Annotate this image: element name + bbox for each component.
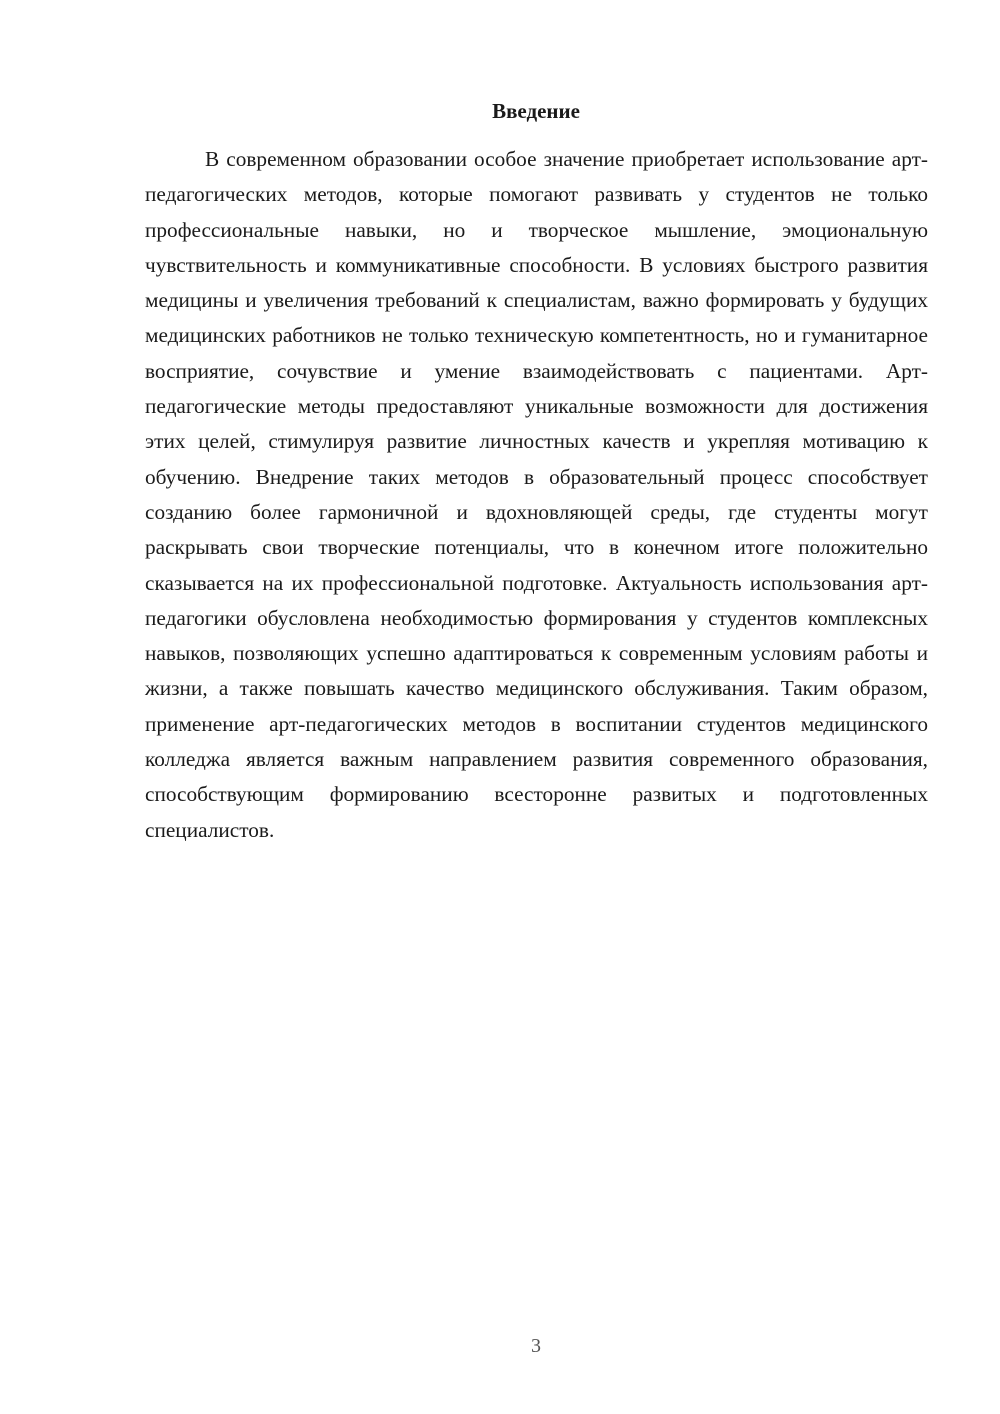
- section-heading: Введение: [492, 99, 580, 123]
- page-number: 3: [531, 1335, 541, 1357]
- body-paragraph: В современном образовании особое значение приобретает использование арт-педагогических методов, которые помогают развивать у студентов не только профессиональные навыки, но и творческое мышление, эмоциональную чувствительность и коммуникативные способности. В условиях быстрого развития медицины и увеличения требований к специалистам, важно формировать у будущих медицинских работников не только техническую компетентность, но и гуманитарное восприятие, сочувствие и умение взаимодействовать с пациентами. Арт-педагогические методы предоставляют уникальные возможности для достижения этих целей, стимулируя развитие личностных качеств и укрепляя мотивацию к обучению. Внедрение таких методов в образовательный процесс способствует созданию более гармоничной и вдохновляющей среды, где студенты могут раскрывать свои творческие потенциалы, что в конечном итоге положительно сказывается на их профессиональной подготовке. Актуальность использования арт-педагогики обусловлена необходимостью формирования у студентов комплексных навыков, позволяющих успешно адаптироваться к современным условиям работы и жизни, а также повышать качество медицинского обслуживания. Таким образом, применение арт-педагогических методов в воспитании студентов медицинского колледжа является важным направлением развития современного образования, способствующим формированию всесторонне развитых и подготовленных специалистов.: [145, 147, 928, 842]
